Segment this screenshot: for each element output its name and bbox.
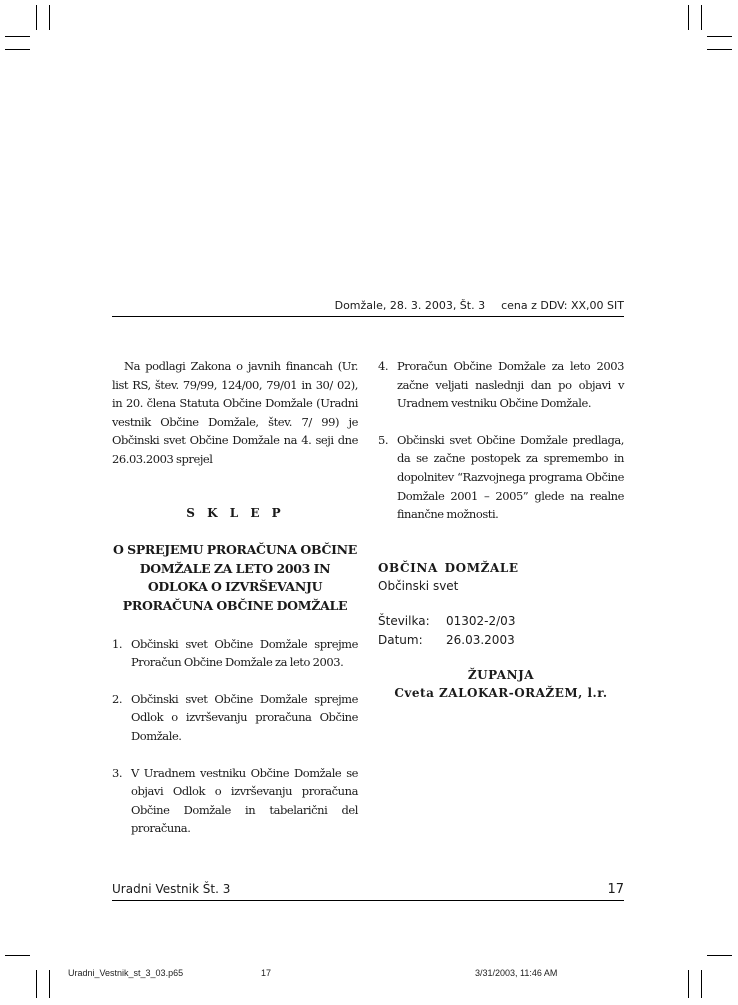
issuer-body: Občinski svet <box>378 579 459 593</box>
list-item <box>378 431 624 524</box>
item-text: Občinski svet Občine Domžale predlaga, da se začne postopek za spremembo in dopolnitev “Razvojnega programa Občine Domžale 2001 – 2005” glede na realne finančne možnosti. <box>397 432 624 522</box>
crop-mark <box>707 955 732 956</box>
issuer-date <box>378 632 624 649</box>
crop-mark <box>36 5 37 30</box>
crop-mark <box>5 49 30 50</box>
item-text: V Uradnem vestniku Občine Domžale se objavi Odlok o izvrševanju proračuna Občine Domžale in tabelarični del proračuna. <box>131 765 358 836</box>
header-rule <box>112 316 624 317</box>
crop-mark <box>49 5 50 30</box>
signer-role: ŽUPANJA <box>467 668 535 682</box>
issuer-number <box>378 613 624 630</box>
footer-rule <box>112 900 624 901</box>
list-item <box>112 764 358 838</box>
item-number: 4. <box>378 359 389 373</box>
date-value: 26.03.2003 <box>446 633 515 647</box>
list-item <box>378 357 624 413</box>
issuer-name: OBČINA DOMŽALE <box>378 561 519 575</box>
issuer-block <box>378 560 624 702</box>
decision-title: O SPREJEMU PRORAČUNA OBČINE DOMŽALE ZA LETO 2003 IN ODLOKA O IZVRŠEVANJU PRORAČUNA OBČINE DOMŽALE <box>112 542 358 613</box>
decision-list-right <box>378 357 624 524</box>
decision-heading: S K L E P <box>186 505 284 520</box>
signer-name: Cveta ZALOKAR-ORAŽEM, l.r. <box>394 686 608 700</box>
crop-mark <box>5 955 30 956</box>
crop-mark <box>36 970 37 998</box>
list-item <box>112 690 358 746</box>
crop-mark <box>701 970 702 998</box>
crop-mark <box>49 970 50 998</box>
slug-filename: Uradni_Vestnik_st_3_03.p65 <box>68 968 184 978</box>
crop-mark <box>688 5 689 30</box>
slug-page: 17 <box>261 968 272 978</box>
header-price: cena z DDV: XX,00 SIT <box>501 299 624 312</box>
right-column <box>378 357 624 524</box>
list-item <box>112 635 358 672</box>
item-text: Občinski svet Občine Domžale sprejme Odlok o izvrševanju proračuna Občine Domžale. <box>131 691 358 743</box>
item-number: 5. <box>378 432 389 447</box>
page-number: 17 <box>607 882 624 897</box>
header-place-date: Domžale, 28. 3. 2003, Št. 3 <box>334 299 486 312</box>
intro-paragraph: Na podlagi Zakona o javnih financah (Ur. list RS, štev. 79/99, 124/00, 79/01 in 30/ 02), in 20. člena Statuta Občine Domžale (Uradni vestnik Občine Domžale, štev. 7/ 99) je Občinski svet Občine Domžale na 4. seji dne 26.03.2003 sprejel <box>112 359 358 466</box>
item-number: 3. <box>112 765 123 780</box>
item-number: 1. <box>112 636 123 651</box>
decision-list-left <box>112 635 358 838</box>
item-text: Proračun Občine Domžale za leto 2003 začne veljati naslednji dan po objavi v Uradnem vestniku Občine Domžale. <box>397 359 624 411</box>
crop-mark <box>688 970 689 998</box>
number-label: Številka: <box>378 614 430 628</box>
crop-mark <box>701 5 702 30</box>
slug-timestamp: 3/31/2003, 11:46 AM <box>475 968 558 978</box>
item-number: 2. <box>112 691 123 706</box>
date-label: Datum: <box>378 633 423 647</box>
crop-mark <box>5 36 30 37</box>
page-footer <box>112 882 624 896</box>
left-column <box>112 357 358 838</box>
crop-mark <box>707 36 732 37</box>
item-text: Občinski svet Občine Domžale sprejme Proračun Občine Domžale za leto 2003. <box>131 636 358 670</box>
crop-mark <box>707 49 732 50</box>
footer-journal: Uradni Vestnik Št. 3 <box>112 882 231 896</box>
number-value: 01302-2/03 <box>446 614 516 628</box>
running-header <box>112 299 624 312</box>
